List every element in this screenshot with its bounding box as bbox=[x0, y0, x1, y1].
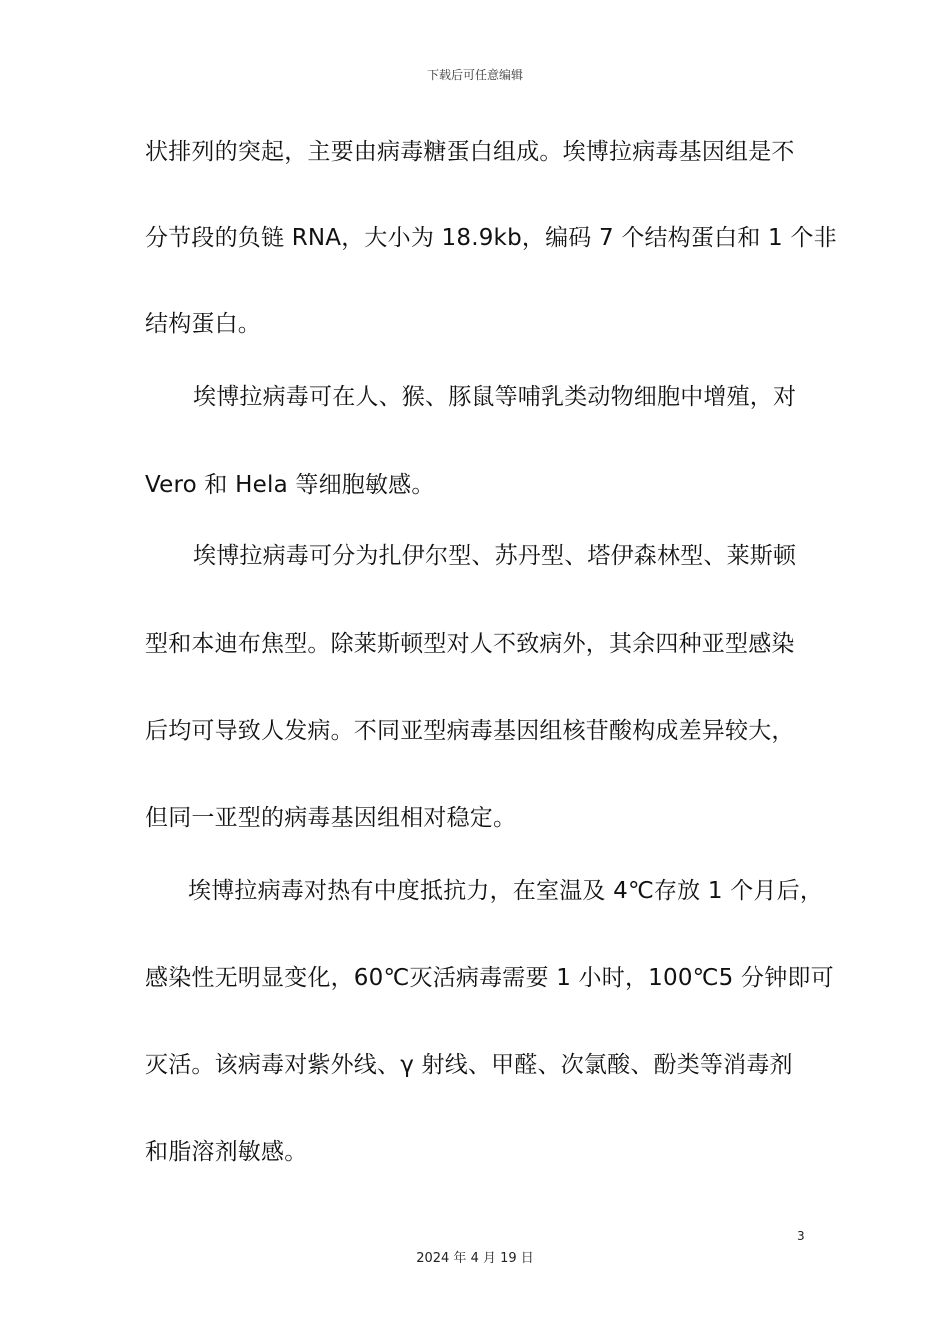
body-line-3: 结构蛋白。 bbox=[145, 311, 261, 337]
body-line-13: 和脂溶剂敏感。 bbox=[145, 1139, 308, 1165]
body-line-5: Vero 和 Hela 等细胞敏感。 bbox=[145, 472, 435, 498]
body-line-1: 状排列的突起，主要由病毒糖蛋白组成。埃博拉病毒基因组是不 bbox=[145, 139, 795, 165]
body-line-4: 埃博拉病毒可在人、猴、豚鼠等哺乳类动物细胞中增殖，对 bbox=[193, 384, 797, 410]
footer-date: 2024 年 4 月 19 日 bbox=[416, 1251, 534, 1266]
page-header-note: 下载后可任意编辑 bbox=[426, 68, 523, 82]
body-line-6: 埃博拉病毒可分为扎伊尔型、苏丹型、塔伊森林型、莱斯顿 bbox=[193, 543, 797, 569]
body-line-12: 灭活。该病毒对紫外线、γ 射线、甲醛、次氯酸、酚类等消毒剂 bbox=[145, 1052, 793, 1078]
page-number: 3 bbox=[797, 1229, 805, 1243]
body-line-7: 型和本迪布焦型。除莱斯顿型对人不致病外，其余四种亚型感染 bbox=[145, 631, 795, 657]
body-line-2: 分节段的负链 RNA，大小为 18.9kb，编码 7 个结构蛋白和 1 个非 bbox=[145, 225, 837, 251]
body-line-11: 感染性无明显变化，60℃灭活病毒需要 1 小时，100℃5 分钟即可 bbox=[145, 965, 834, 991]
body-line-10: 埃博拉病毒对热有中度抵抗力，在室温及 4℃存放 1 个月后， bbox=[188, 878, 824, 904]
body-line-9: 但同一亚型的病毒基因组相对稳定。 bbox=[145, 805, 517, 831]
body-line-8: 后均可导致人发病。不同亚型病毒基因组核苷酸构成差异较大， bbox=[145, 718, 795, 744]
